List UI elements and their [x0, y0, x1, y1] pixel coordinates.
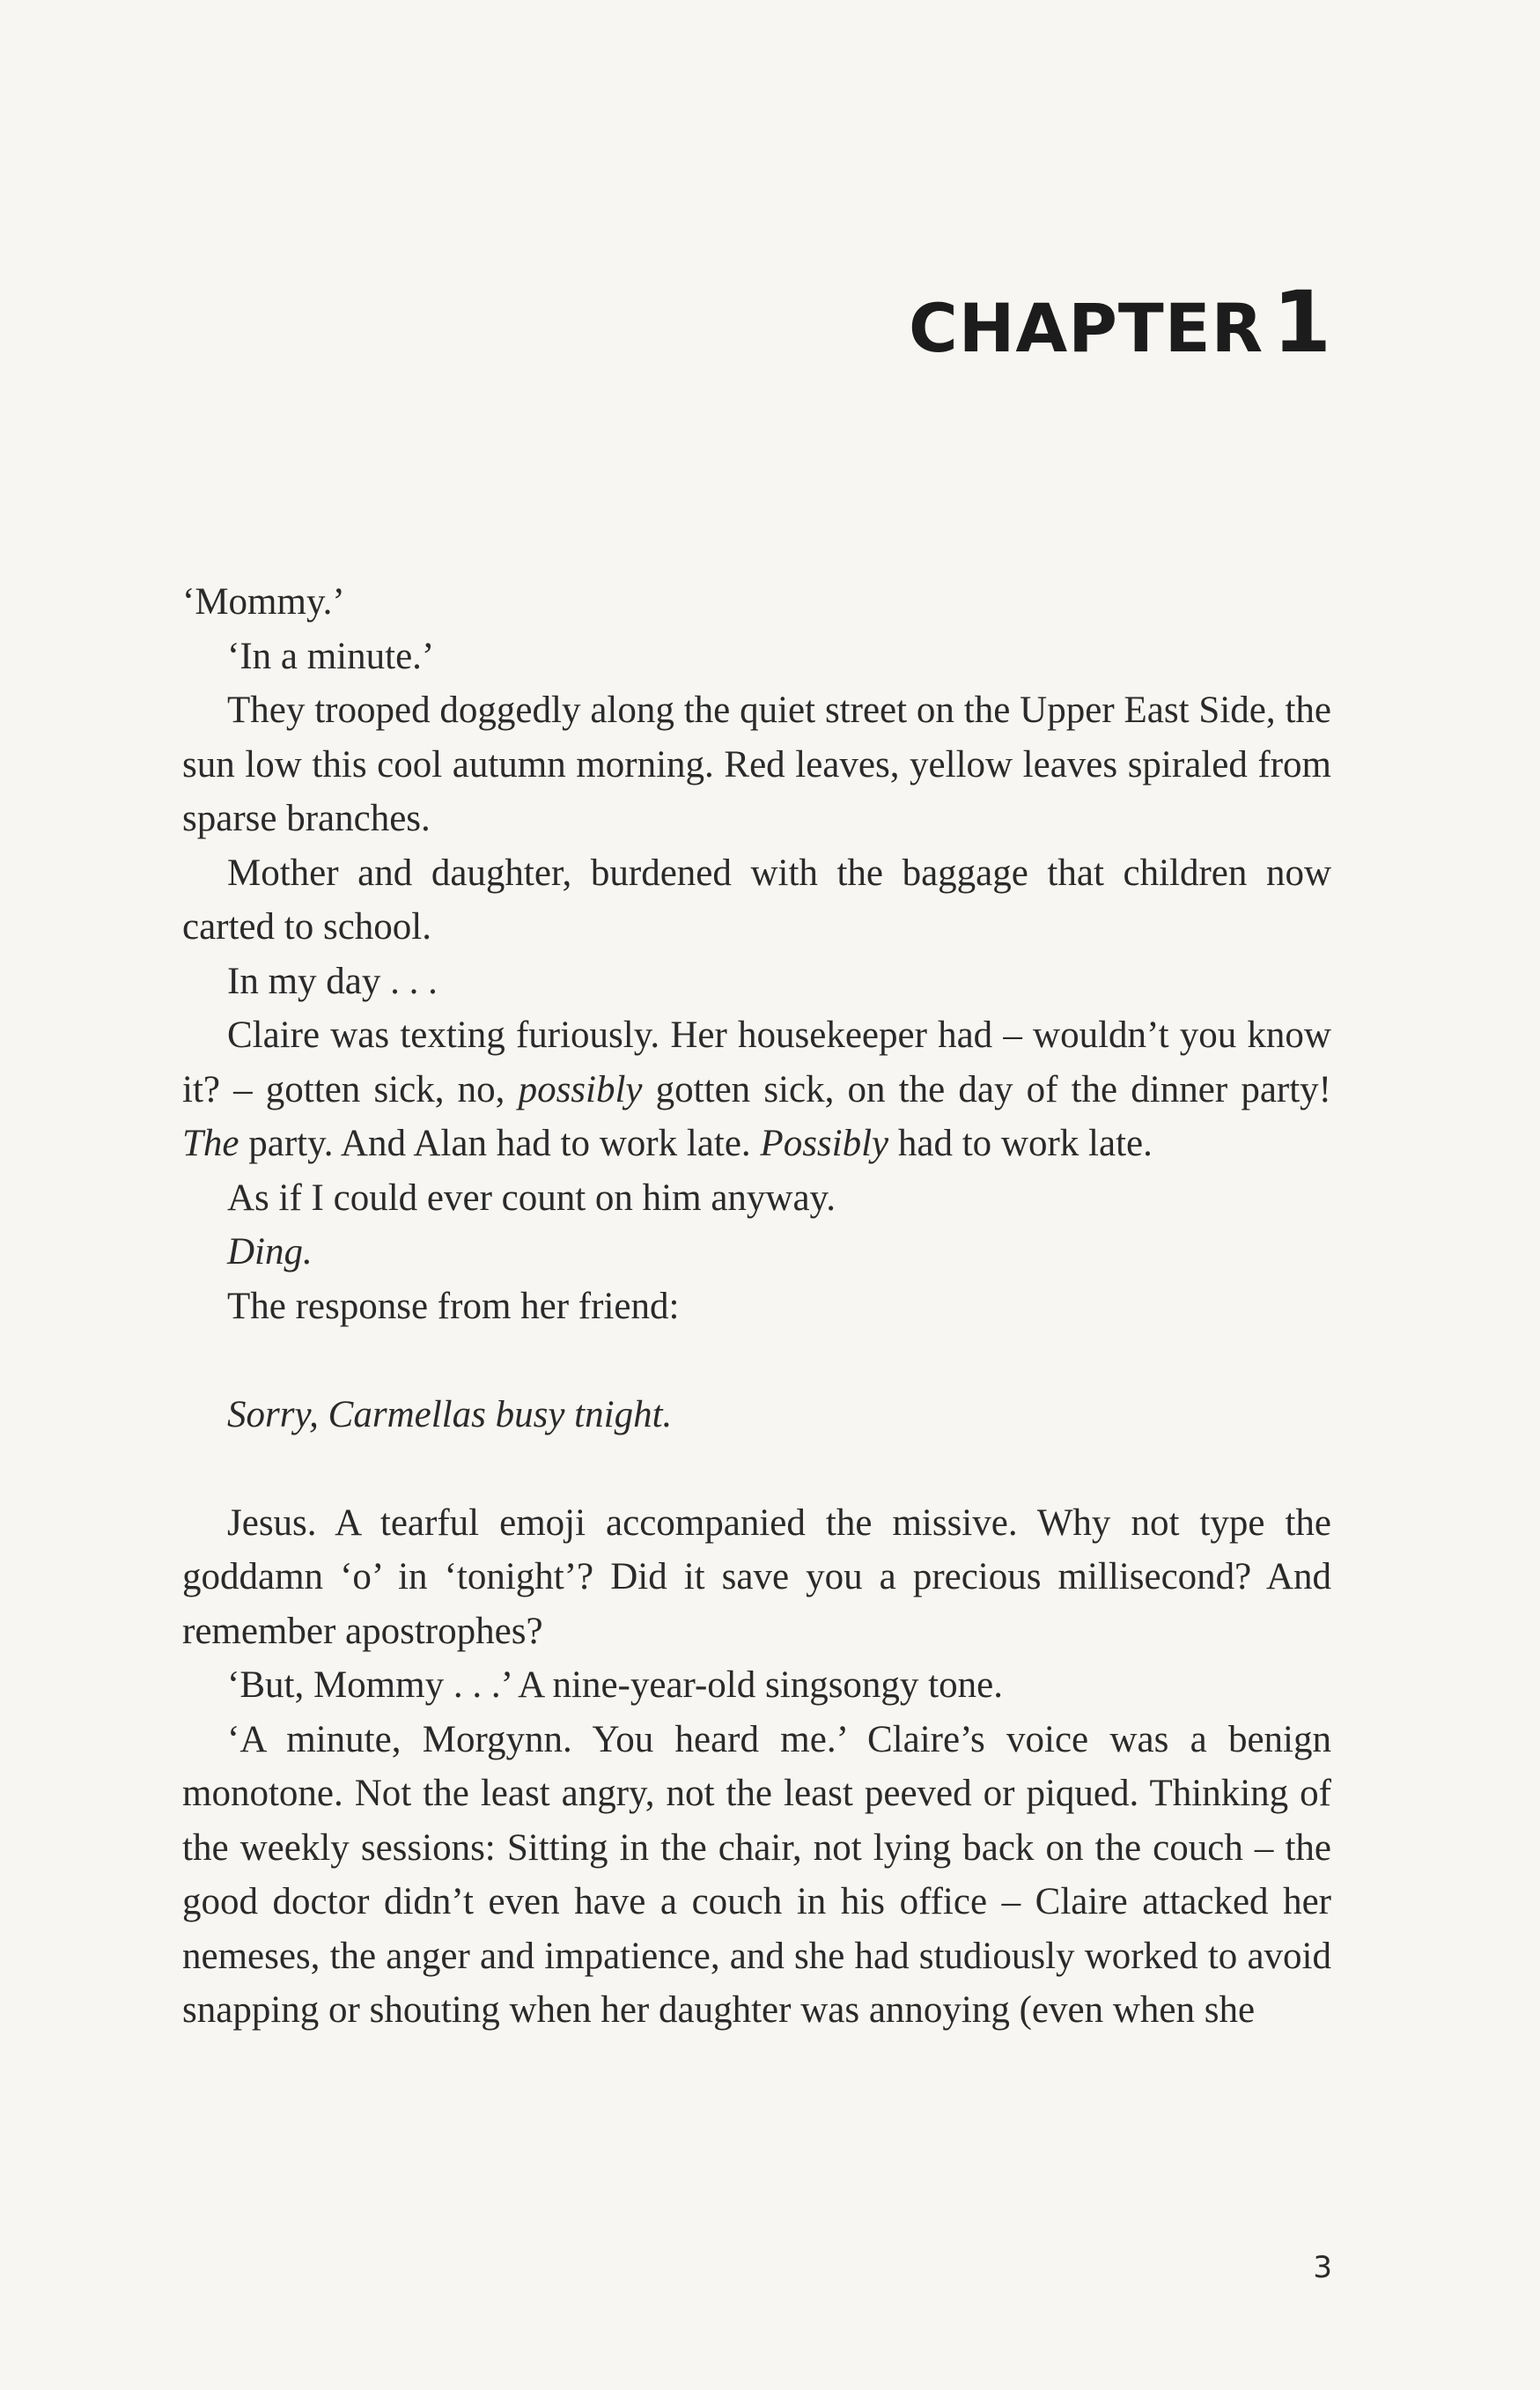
paragraph: ‘In a minute.’ [227, 635, 435, 677]
paragraph: Jesus. A tearful emoji accompanied the missive. Why not type the goddamn ‘o’ in ‘tonight’? Did it save you a precious millisecond? And remember apostrophes? [182, 1501, 1331, 1652]
paragraph: The response from her friend: [227, 1285, 680, 1327]
paragraph: ‘A minute, Morgynn. You heard me.’ Claire’s voice was a benign monotone. Not the least angry, not the least peeved or piqued. Thinking of the weekly sessions: Sitting in the chair, not lying back on the couch – the good doctor didn’t even have a couch in his office – Claire attacked her nemeses, the anger and impatience, and she had studiously worked to avoid snapping or shouting when her daughter was annoying (even when she [182, 1718, 1331, 2031]
text-run: had to work late. [888, 1123, 1153, 1164]
paragraph: In my day . . . [227, 960, 438, 1002]
paragraph: Mother and daughter, burdened with the baggage that children now carted to school. [182, 852, 1331, 948]
text-run: Claire was texting furiously. Her housekeeper had – wouldn’t you know it? – gotten sick, no, [182, 1014, 1331, 1110]
page-number: 3 [1313, 2250, 1332, 2285]
emphasis: possibly [518, 1068, 643, 1110]
paragraph: ‘But, Mommy . . .’ A nine-year-old singsongy tone. [227, 1664, 1003, 1706]
paragraph: As if I could ever count on him anyway. [227, 1177, 836, 1219]
emphasis: Possibly [760, 1123, 889, 1164]
chapter-heading [909, 273, 1332, 372]
paragraph [182, 1008, 1331, 1171]
body-text [182, 575, 1331, 2038]
text-message: Sorry, Carmellas busy tnight. [227, 1393, 673, 1435]
paragraph: They trooped doggedly along the quiet street on the Upper East Side, the sun low this cool autumn morning. Red leaves, yellow leaves spiraled from sparse branches. [182, 690, 1331, 839]
chapter-number: 1 [1272, 273, 1332, 372]
emphasis: The [182, 1123, 239, 1164]
paragraph [182, 1225, 1331, 1280]
paragraph: ‘Mommy.’ [182, 581, 345, 623]
chapter-label: CHAPTER [909, 289, 1264, 367]
emphasis: Ding. [227, 1231, 313, 1272]
text-run: gotten sick, on the day of the dinner party! [642, 1068, 1331, 1110]
text-run: party. And Alan had to work late. [239, 1123, 761, 1164]
